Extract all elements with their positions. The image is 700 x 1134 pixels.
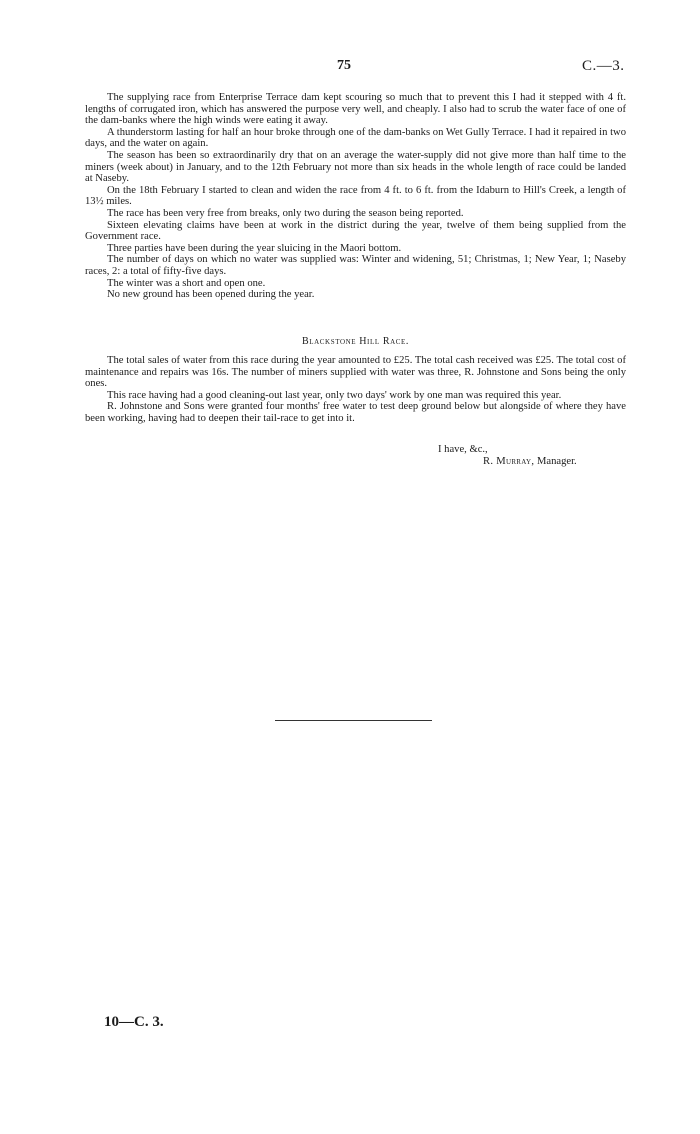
footer-page-reference: 10—C. 3.	[104, 1014, 164, 1030]
signature-name: R. Murray,	[483, 456, 535, 467]
report-body-part-two	[85, 355, 626, 425]
document-reference: C.—3.	[582, 58, 625, 74]
sign-off: I have, &c.,	[438, 444, 488, 455]
paragraph-breaks: The race has been very free from breaks, only two during the season being reported.	[107, 207, 464, 219]
paragraph-thunderstorm: A thunderstorm lasting for half an hour broke through one of the dam-banks on Wet Gully Terrace. I had it repaired in two days, and the water on again.	[85, 126, 626, 150]
paragraph-free-water: R. Johnstone and Sons were granted four months' free water to test deep ground below but alongside of where they have been working, having had to deepen their tail-race to get into it.	[85, 401, 626, 424]
signature	[483, 456, 577, 468]
section-heading-blackstone-hill: Blackstone Hill Race.	[301, 336, 410, 347]
report-body-part-one	[85, 92, 626, 301]
paragraph-dry-season: The season has been so extraordinarily dry that on an average the water-supply did not give more than half time to the miners (week about) in January, and to the 12th February not more than six heads in the whole length of race could be landed at Naseby.	[85, 149, 626, 185]
signature-title: Manager.	[536, 456, 577, 467]
paragraph-water-sales: The total sales of water from this race during the year amounted to £25. The total cash received was £25. The total cost of maintenance and repairs was 16s. The number of miners supplied with water was three, R. Johnstone and Sons being the only ones.	[85, 355, 626, 390]
paragraph-cleaning-out: This race having had a good cleaning-out last year, only two days' work by one man was required this year.	[107, 389, 562, 401]
page-number: 75	[337, 58, 351, 73]
paragraph-sluicing: Three parties have been during the year sluicing in the Maori bottom.	[107, 242, 402, 254]
separator-rule	[275, 720, 432, 721]
paragraph-no-water-days: The number of days on which no water was supplied was: Winter and widening, 51; Christmas, 1; New Year, 1; Naseby races, 2: a total of fifty-five days.	[85, 254, 626, 277]
paragraph-winter: The winter was a short and open one.	[107, 277, 266, 289]
paragraph-enterprise-terrace: The supplying race from Enterprise Terrace dam kept scouring so much that to prevent this I had it stepped with 4 ft. lengths of corrugated iron, which has answered the purpose very well, and cheaply. I also had to scrub the water face of one of the dam-banks where the high winds were eating it away.	[85, 92, 626, 127]
paragraph-widening: On the 18th February I started to clean and widen the race from 4 ft. to 6 ft. from the Idaburn to Hill's Creek, a length of 13½ miles.	[85, 184, 626, 208]
paragraph-elevating-claims: Sixteen elevating claims have been at work in the district during the year, twelve of them being supplied from the Government race.	[85, 219, 626, 243]
paragraph-new-ground: No new ground has been opened during the year.	[107, 289, 315, 301]
